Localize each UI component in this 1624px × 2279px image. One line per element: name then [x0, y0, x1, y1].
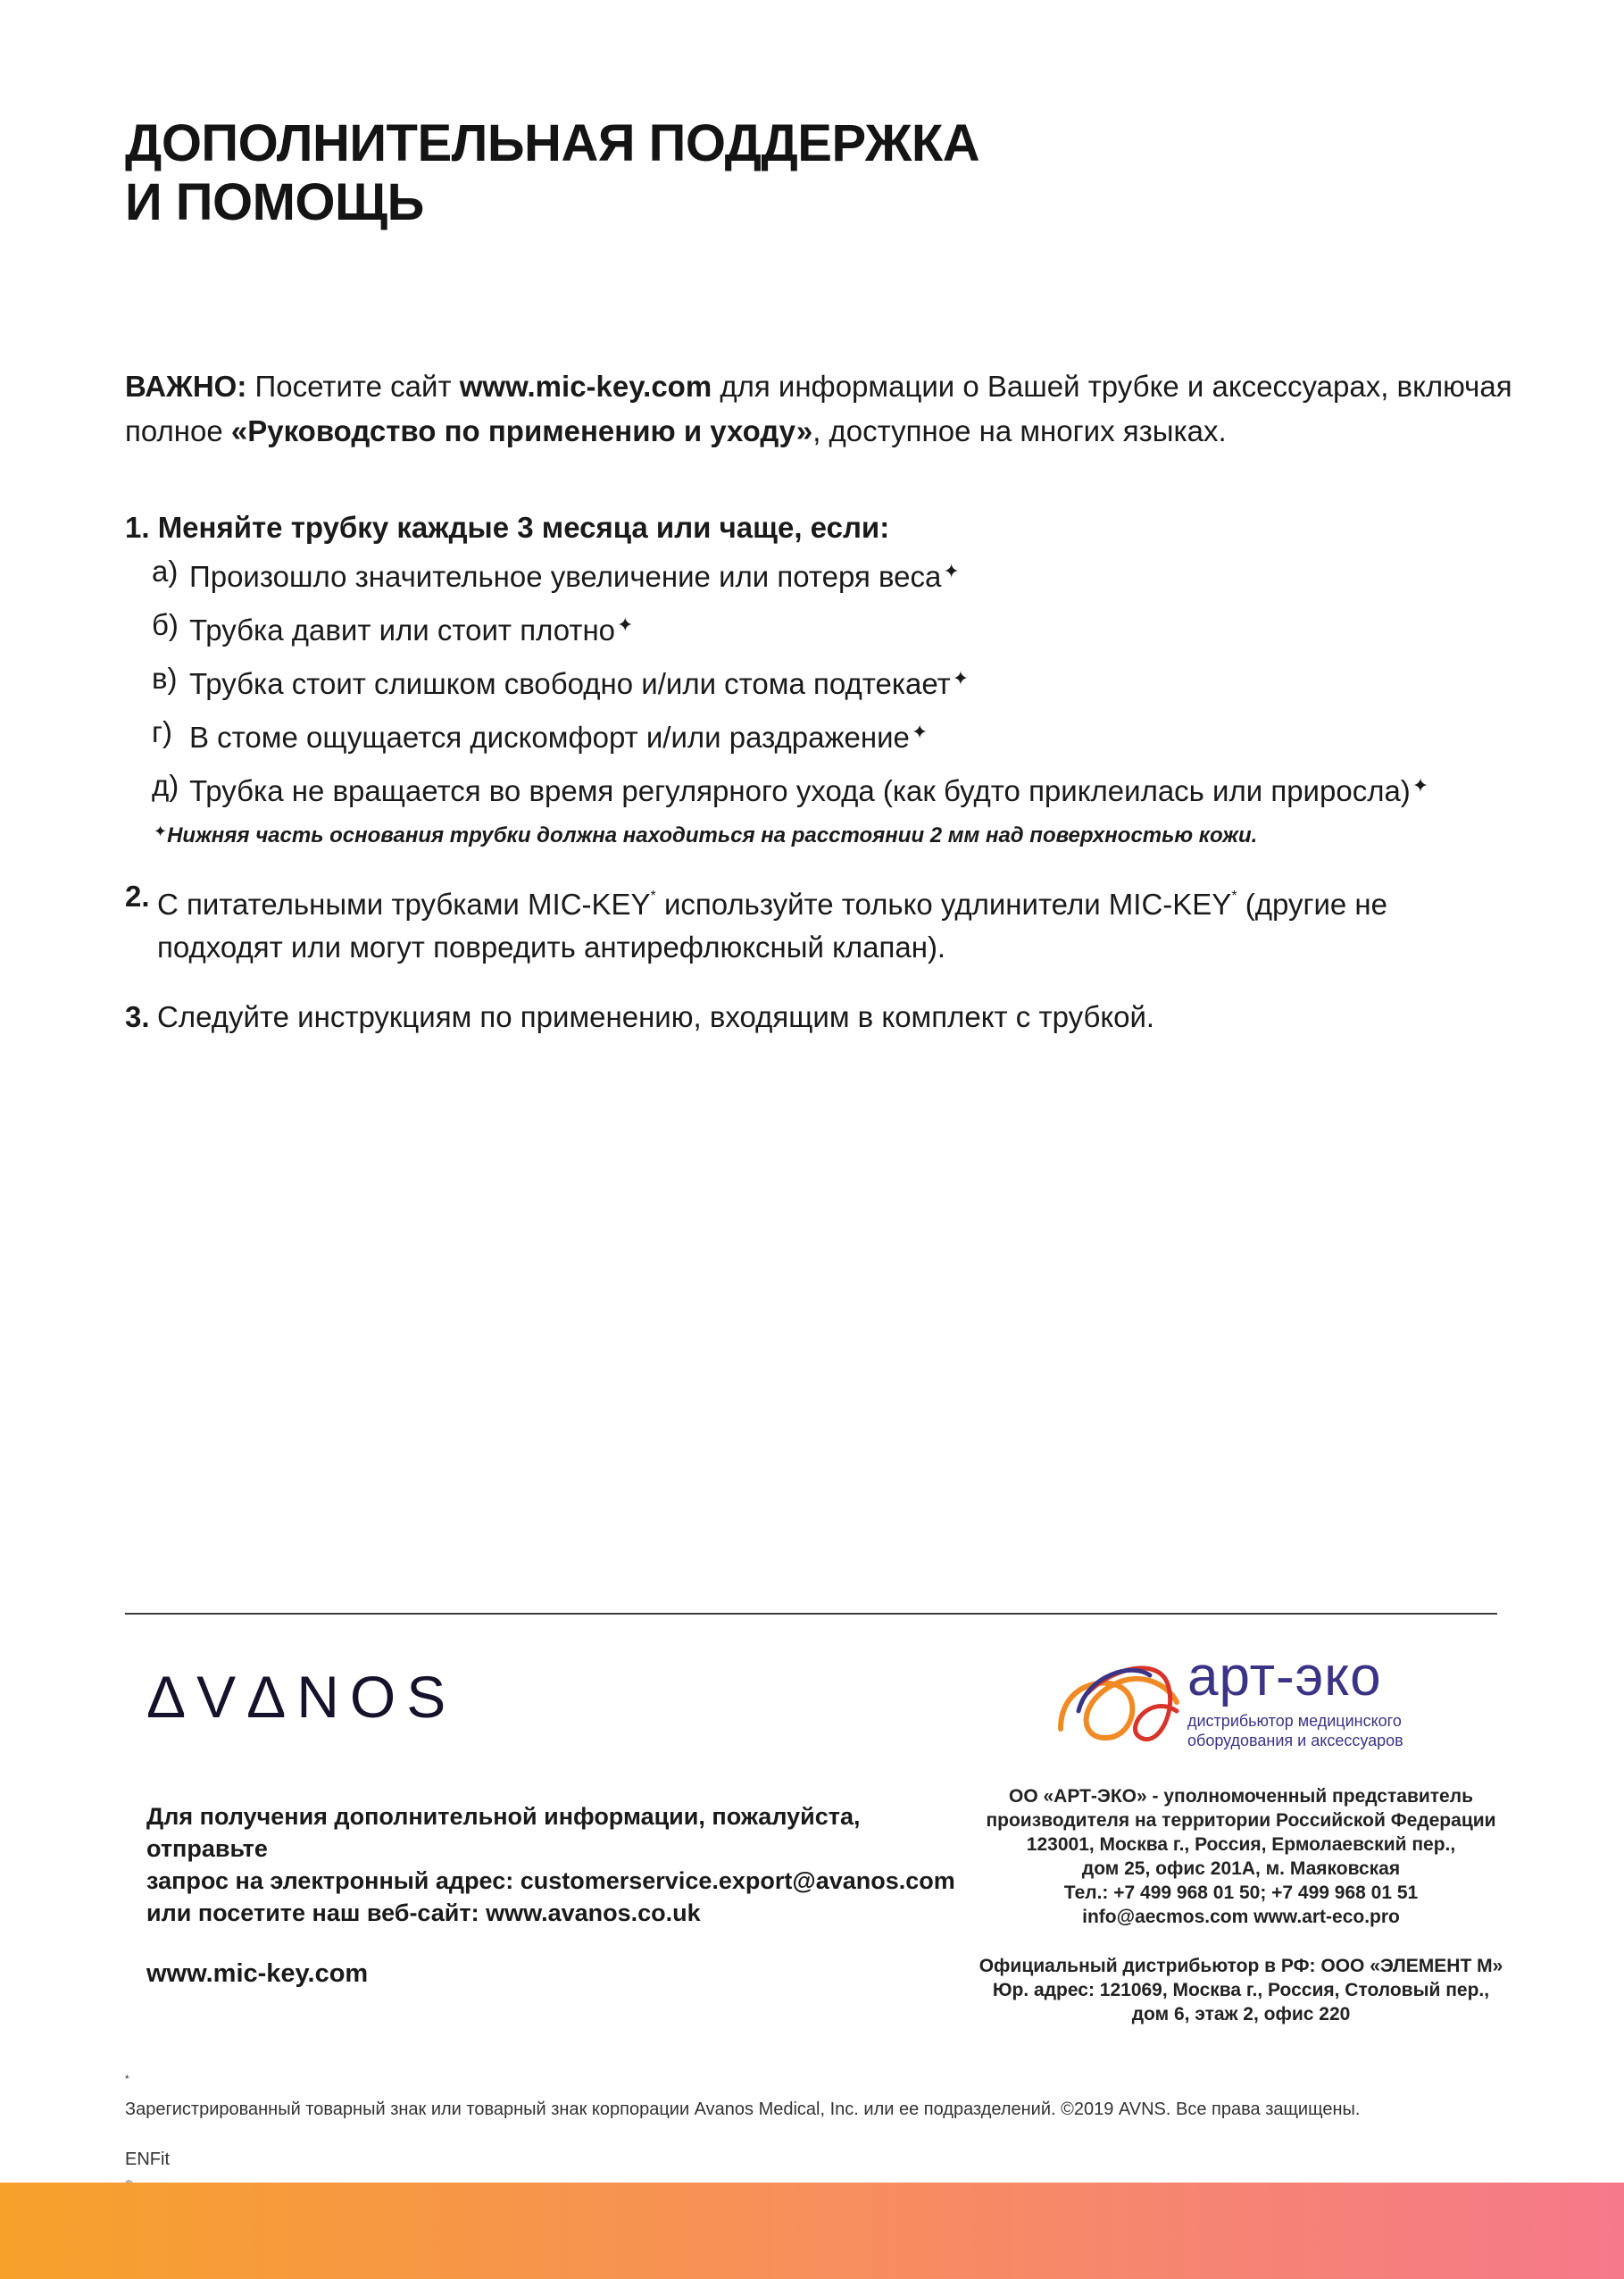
item-1-subitems [125, 551, 1518, 812]
subitem-text: Трубка стоит слишком свободно и/или стома подтекает [189, 667, 951, 700]
avanos-logo: ΔVΔNOS [146, 1664, 457, 1730]
item-2 [125, 875, 1518, 969]
star-icon: ✦ [952, 667, 970, 689]
subitem-mark: д) [152, 769, 179, 802]
subitem-mark: в) [152, 662, 178, 695]
art-eco-name: арт-эко [1187, 1646, 1382, 1707]
important-notice [125, 364, 1518, 454]
distributor-contacts[interactable]: info@aecmos.com www.art-eco.pro [1082, 1907, 1400, 1927]
legal-line-2: ENFit [125, 2122, 1518, 2227]
subitem-mark: г) [152, 715, 173, 748]
list-item [125, 605, 1518, 651]
distributor-line: дом 25, офис 201А, м. Маяковская [1081, 1858, 1401, 1879]
item-3-number: 3. [125, 1000, 150, 1033]
legal-line-1: * Зарегистрированный товарный знак или товарный знак корпорации Avanos Medical, Inc. или ее подразделений. ©2019 AVNS. Все права защищены. [125, 2073, 1361, 2119]
important-label: ВАЖНО: [125, 370, 247, 403]
distributor-line: Юр. адрес: 121069, Москва г., Россия, Столовый пер., [992, 1980, 1490, 2000]
contact-line-2: запрос на электронный адрес: customerservice.export@avanos.com [146, 1867, 955, 1894]
item-3-text: Следуйте инструкциям по применению, входящим в комплект с трубкой. [157, 1000, 1155, 1033]
footnote [125, 822, 1518, 848]
title-line-2: И ПОМОЩЬ [125, 173, 424, 231]
star-icon: ✦ [617, 614, 634, 636]
art-eco-tagline [1187, 1711, 1403, 1750]
important-text-2: для информации о Вашей трубке и аксессуарах, включая полное [125, 370, 1512, 447]
important-text-3: , доступное на многих языках. [812, 414, 1227, 447]
subitem-mark: а) [152, 555, 179, 588]
distributor-line: дом 6, этаж 2, офис 220 [1131, 2004, 1351, 2024]
art-eco-tagline-1: дистрибьютор медицинского [1187, 1712, 1402, 1730]
subitem-text: Трубка не вращается во время регулярного ухода (как будто приклеилась или приросла) [189, 774, 1411, 807]
mic-key-url[interactable]: www.mic-key.com [146, 1959, 369, 1988]
subitem-mark: б) [152, 608, 179, 641]
item-1-heading: 1. Меняйте трубку каждые 3 месяца или чаще, если: [125, 511, 890, 544]
list-item [125, 765, 1518, 812]
item-2-text-1: С питательными трубками MIC-KEY [157, 888, 651, 921]
footer-gradient-bar [0, 2183, 1624, 2279]
guide-title: «Руководство по применению и уходу» [230, 414, 813, 447]
star-icon: ✦ [154, 822, 168, 840]
star-icon: ✦ [943, 560, 960, 582]
contact-line-1: Для получения дополнительной информации, пожалуйста, отправьте [146, 1803, 861, 1862]
distributor-line: ОО «АРТ-ЭКО» - уполномоченный представитель [1009, 1786, 1473, 1807]
page-title [125, 114, 979, 232]
subitem-text: Трубка давит или стоит плотно [189, 614, 616, 647]
list-item [125, 712, 1518, 758]
distributor-line: Официальный дистрибьютор в РФ: ООО «ЭЛЕМЕНТ М» [979, 1956, 1503, 1976]
footer-divider [125, 1613, 1497, 1615]
subitem-text: Произошло значительное увеличение или потеря веса [189, 560, 942, 593]
footnote-text: Нижняя часть основания трубки должна находиться на расстоянии 2 мм над поверхностью кожи. [167, 823, 1258, 847]
star-icon: ✦ [1412, 774, 1429, 797]
distributor-line: Тел.: +7 499 968 01 50; +7 499 968 01 51 [1063, 1882, 1419, 1903]
mic-key-site-link[interactable]: www.mic-key.com [459, 370, 712, 403]
title-line-1: ДОПОЛНИТЕЛЬНАЯ ПОДДЕРЖКА [125, 114, 980, 172]
item-3 [125, 996, 1518, 1039]
item-2-text-3: (другие не подходят или могут повредить антирефлюксный клапан). [157, 888, 1388, 964]
contact-line-3: или посетите наш веб-сайт: www.avanos.co.uk [146, 1899, 701, 1926]
item-2-text-2: используйте только удлинители MIC-KEY [655, 888, 1232, 921]
list-item [125, 551, 1518, 597]
trademark-asterisk: * [1231, 889, 1237, 904]
contact-info [146, 1800, 977, 1929]
trademark-asterisk: * [650, 889, 656, 904]
important-text-1: Посетите сайт [246, 370, 460, 403]
instructions-list [125, 505, 1518, 1039]
item-2-number: 2. [125, 880, 150, 913]
legal-asterisk: * [125, 2073, 129, 2085]
distributor-info [964, 1784, 1518, 2026]
distributor-line: 123001, Москва г., Россия, Ермолаевский пер., [1026, 1834, 1456, 1855]
distributor-line: производителя на территории Российской Федерации [986, 1810, 1496, 1831]
subitem-text: В стоме ощущается дискомфорт и/или раздражение [189, 721, 910, 754]
star-icon: ✦ [911, 721, 929, 743]
list-item [125, 658, 1518, 705]
art-eco-tagline-2: оборудования и аксессуаров [1187, 1732, 1403, 1749]
